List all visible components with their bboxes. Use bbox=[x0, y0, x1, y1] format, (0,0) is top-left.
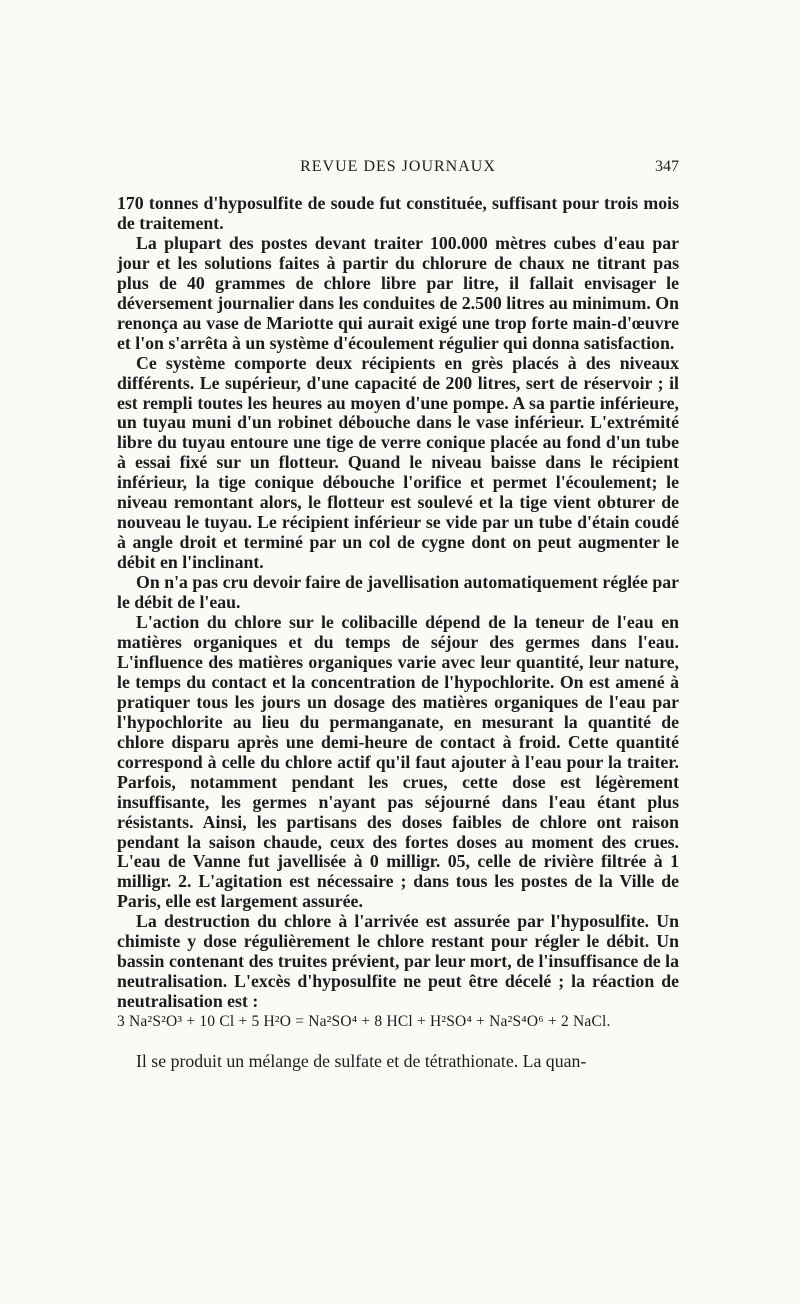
paragraph-continuation: 170 tonnes d'hyposulfite de soude fut constituée, suffisant pour trois mois de traitement. bbox=[117, 193, 679, 233]
paragraph-final: Il se produit un mélange de sulfate et de tétrathionate. La quan- bbox=[136, 1051, 587, 1072]
paragraph-destruction: La destruction du chlore à l'arrivée est assurée par l'hyposulfite. Un chimiste y dose régulièrement le chlore restant pour régler le débit. Un bassin contenant des truites prévient, par leur mort, de l'insuffisance de la neutralisation. L'excès d'hyposulfite ne peut être décelé ; la réaction de neutralisation est : bbox=[117, 911, 679, 1012]
paragraph-action-chlore: L'action du chlore sur le colibacille dépend de la teneur de l'eau en matières organiques et du temps de séjour des germes dans l'eau. L'influence des matières organiques varie avec leur quantité, leur nature, le temps du contact et la concentration de l'hypochlorite. On est amené à pratiquer tous les jours un dosage des matières organiques de l'eau par l'hypochlorite au lieu du permanganate, en mesurant la quantité de chlore disparu après une demi-heure de contact à froid. Cette quantité correspond à celle du chlore actif qu'il faut ajouter à l'eau pour la traiter. Parfois, notamment pendant les crues, cette dose est légèrement insuffisante, les germes n'ayant pas séjourné dans l'eau étant plus résistants. Ainsi, les partisans des doses faibles de chlore ont raison pendant la saison chaude, ceux des fortes doses au moment des crues. L'eau de Vanne fut javellisée à 0 milligr. 05, celle de rivière filtrée à 1 milligr. 2. L'agitation est nécessaire ; dans tous les postes de la Ville de Paris, elle est largement assurée. bbox=[117, 612, 679, 912]
paragraph-javellisation: On n'a pas cru devoir faire de javellisation automatiquement réglée par le débit de l'eau. bbox=[117, 572, 679, 613]
chemical-equation: 3 Na²S²O³ + 10 Cl + 5 H²O = Na²SO⁴ + 8 HCl + H²SO⁴ + Na²S⁴O⁶ + 2 NaCl. bbox=[117, 1013, 611, 1031]
page-number: 347 bbox=[655, 158, 679, 175]
running-title: REVUE DES JOURNAUX bbox=[300, 158, 496, 175]
page-header bbox=[117, 158, 679, 182]
paragraph-postes: La plupart des postes devant traiter 100.000 mètres cubes d'eau par jour et les solutions faites à partir du chlorure de chaux ne titrant pas plus de 40 grammes de chlore libre par litre, il fallait envisager le déversement journalier dans les conduites de 2.500 litres au minimum. On renonça au vase de Mariotte qui aurait exigé une trop forte main-d'œuvre et l'on s'arrêta à un système d'écoulement régulier qui donna satisfaction. bbox=[117, 232, 679, 353]
body-text bbox=[117, 194, 679, 1072]
paragraph-systeme: Ce système comporte deux récipients en grès placés à des niveaux différents. Le supérieur, d'une capacité de 200 litres, sert de réservoir ; il est rempli toutes les heures au moyen d'une pompe. A sa partie inférieure, un tuyau muni d'un robinet débouche dans le vase inférieur. L'extrémité libre du tuyau entoure une tige de verre conique placée au fond d'un tube à essai fixé sur un flotteur. Quand le niveau baisse dans le récipient inférieur, la tige conique débouche l'orifice et permet l'écoulement; le niveau remontant alors, le flotteur est soulevé et la tige vient obturer de nouveau le tuyau. Le récipient inférieur se vide par un tube d'étain coudé à angle droit et terminé par un col de cygne dont on peut augmenter le débit en l'inclinant. bbox=[117, 352, 679, 573]
